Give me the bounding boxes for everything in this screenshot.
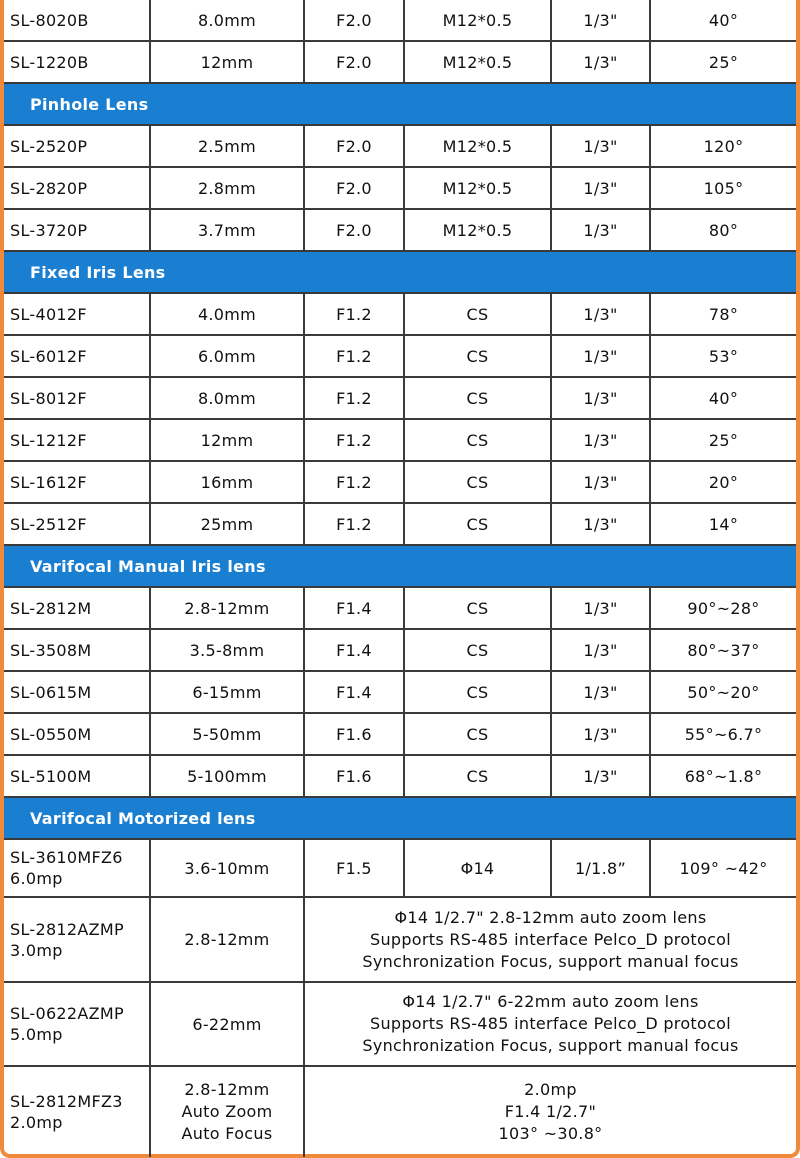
aperture-cell: F2.0 (305, 0, 405, 40)
focal-length-cell: 6-15mm (151, 672, 305, 712)
format-cell: 1/3" (552, 714, 651, 754)
model-cell (4, 840, 151, 896)
mount-cell: CS (405, 630, 552, 670)
format-cell: 1/3" (552, 672, 651, 712)
mount-cell: Φ14 (405, 840, 552, 896)
model-cell: SL-0550M (4, 714, 151, 754)
description-cell (305, 1067, 796, 1157)
focal-length-cell: 3.5-8mm (151, 630, 305, 670)
table-row (4, 504, 796, 546)
format-cell: 1/3" (552, 378, 651, 418)
description-line: Supports RS-485 interface Pelco_D protocol (369, 1014, 731, 1033)
focal-length-cell (151, 1067, 305, 1157)
model-resolution: 3.0mp (10, 940, 63, 960)
model-cell: SL-3508M (4, 630, 151, 670)
table-row (4, 756, 796, 798)
angle-cell: 50°~20° (687, 682, 760, 702)
model-cell: SL-1212F (4, 420, 151, 460)
table-row (4, 898, 796, 983)
table-row (4, 294, 796, 336)
aperture-cell: F1.6 (305, 714, 405, 754)
mount-cell: M12*0.5 (405, 42, 552, 82)
focal-length-cell: 16mm (151, 462, 305, 502)
model-cell: SL-2520P (4, 126, 151, 166)
format-cell: 1/1.8” (552, 840, 651, 896)
model-cell: SL-2812M (4, 588, 151, 628)
format-cell: 1/3" (552, 420, 651, 460)
table-row (4, 672, 796, 714)
section-header-fixed-iris: Fixed Iris Lens (4, 252, 796, 294)
focal-length-cell: 12mm (151, 420, 305, 460)
model-name: SL-2812MFZ3 (10, 1092, 123, 1111)
angle-cell: 20° (708, 472, 739, 492)
focal-length-cell: 3.7mm (151, 210, 305, 250)
model-cell: SL-2512F (4, 504, 151, 544)
model-cell (4, 898, 151, 981)
format-cell: 1/3" (552, 756, 651, 796)
focal-length-cell: 5-50mm (151, 714, 305, 754)
description-line: Φ14 1/2.7" 6-22mm auto zoom lens (402, 992, 699, 1011)
model-name: SL-3610MFZ6 (10, 848, 123, 867)
focal-length-cell: 8.0mm (151, 0, 305, 40)
angle-cell: 68°~1.8° (684, 766, 763, 786)
focal-length-line: 2.8-12mm (184, 1080, 270, 1099)
description-cell (305, 898, 796, 981)
angle-cell: 40° (708, 388, 739, 408)
description-line: Synchronization Focus, support manual focus (362, 951, 739, 971)
angle-cell: 105° (703, 178, 744, 198)
format-cell: 1/3" (552, 588, 651, 628)
focal-length-cell: 3.6-10mm (151, 840, 305, 896)
table-row (4, 336, 796, 378)
format-cell: 1/3" (552, 42, 651, 82)
angle-cell: 109° ~42° (679, 858, 768, 878)
angle-cell: 25° (708, 52, 739, 72)
description-cell (305, 983, 796, 1065)
angle-cell: 55°~6.7° (684, 724, 763, 744)
angle-cell: 14° (708, 514, 739, 534)
aperture-cell: F1.2 (305, 294, 405, 334)
model-cell: SL-8020B (4, 0, 151, 40)
focal-length-cell: 2.8-12mm (151, 588, 305, 628)
focal-length-cell: 4.0mm (151, 294, 305, 334)
mount-cell: M12*0.5 (405, 126, 552, 166)
mount-cell: CS (405, 462, 552, 502)
table-row (4, 983, 796, 1067)
model-cell: SL-3720P (4, 210, 151, 250)
aperture-cell: F1.2 (305, 462, 405, 502)
mount-cell: M12*0.5 (405, 168, 552, 208)
focal-length-cell: 2.8-12mm (151, 898, 305, 981)
aperture-cell: F1.4 (305, 588, 405, 628)
mount-cell: CS (405, 420, 552, 460)
model-cell: SL-2820P (4, 168, 151, 208)
angle-cell: 120° (703, 136, 744, 156)
mount-cell: CS (405, 336, 552, 376)
aperture-cell: F1.4 (305, 672, 405, 712)
focal-length-cell: 8.0mm (151, 378, 305, 418)
focal-length-cell: 2.5mm (151, 126, 305, 166)
model-name: SL-0622AZMP (10, 1004, 124, 1023)
model-resolution: 6.0mp (10, 869, 63, 888)
focal-length-cell: 12mm (151, 42, 305, 82)
description-line: 103° ~30.8° (498, 1124, 603, 1143)
description-line: Φ14 1/2.7" 2.8-12mm auto zoom lens (394, 907, 707, 927)
focal-length-cell: 5-100mm (151, 756, 305, 796)
aperture-cell: F2.0 (305, 168, 405, 208)
mount-cell: CS (405, 588, 552, 628)
mount-cell: M12*0.5 (405, 210, 552, 250)
table-row (4, 840, 796, 898)
model-cell: SL-6012F (4, 336, 151, 376)
aperture-cell: F2.0 (305, 126, 405, 166)
table-row (4, 420, 796, 462)
model-cell: SL-5100M (4, 756, 151, 796)
model-cell: SL-0615M (4, 672, 151, 712)
model-cell: SL-4012F (4, 294, 151, 334)
focal-length-cell: 2.8mm (151, 168, 305, 208)
model-resolution: 5.0mp (10, 1025, 63, 1044)
model-cell (4, 983, 151, 1065)
model-name: SL-2812AZMP (10, 919, 124, 939)
angle-cell: 78° (708, 304, 739, 324)
table-row (4, 0, 796, 42)
model-resolution: 2.0mp (10, 1113, 63, 1132)
aperture-cell: F1.4 (305, 630, 405, 670)
description-line: Synchronization Focus, support manual focus (362, 1036, 739, 1055)
angle-cell: 80°~37° (687, 640, 760, 660)
focal-length-line: Auto Focus (181, 1124, 273, 1143)
section-header-varifocal-motorized: Varifocal Motorized lens (4, 798, 796, 840)
mount-cell: CS (405, 378, 552, 418)
format-cell: 1/3" (552, 168, 651, 208)
description-line: Supports RS-485 interface Pelco_D protocol (369, 929, 731, 949)
aperture-cell: F2.0 (305, 210, 405, 250)
aperture-cell: F1.2 (305, 336, 405, 376)
aperture-cell: F1.2 (305, 420, 405, 460)
table-row (4, 42, 796, 84)
format-cell: 1/3" (552, 462, 651, 502)
mount-cell: CS (405, 672, 552, 712)
table-row (4, 630, 796, 672)
angle-cell: 53° (708, 346, 739, 366)
table-row (4, 168, 796, 210)
format-cell: 1/3" (552, 630, 651, 670)
mount-cell: M12*0.5 (405, 0, 552, 40)
mount-cell: CS (405, 294, 552, 334)
lens-spec-table (4, 0, 796, 1157)
focal-length-cell: 6-22mm (151, 983, 305, 1065)
format-cell: 1/3" (552, 0, 651, 40)
format-cell: 1/3" (552, 504, 651, 544)
table-row (4, 462, 796, 504)
model-cell (4, 1067, 151, 1157)
mount-cell: CS (405, 756, 552, 796)
section-header-varifocal-manual: Varifocal Manual Iris lens (4, 546, 796, 588)
aperture-cell: F1.2 (305, 378, 405, 418)
format-cell: 1/3" (552, 210, 651, 250)
focal-length-cell: 6.0mm (151, 336, 305, 376)
mount-cell: CS (405, 714, 552, 754)
model-cell: SL-1612F (4, 462, 151, 502)
description-line: 2.0mp (524, 1080, 577, 1099)
aperture-cell: F2.0 (305, 42, 405, 82)
angle-cell: 40° (708, 10, 739, 30)
format-cell: 1/3" (552, 126, 651, 166)
table-row (4, 126, 796, 168)
angle-cell: 90°~28° (687, 598, 760, 618)
table-row (4, 1067, 796, 1157)
table-row (4, 378, 796, 420)
model-cell: SL-8012F (4, 378, 151, 418)
format-cell: 1/3" (552, 294, 651, 334)
aperture-cell: F1.2 (305, 504, 405, 544)
table-row (4, 714, 796, 756)
section-header-pinhole: Pinhole Lens (4, 84, 796, 126)
focal-length-line: Auto Zoom (181, 1102, 273, 1121)
angle-cell: 25° (708, 430, 739, 450)
focal-length-cell: 25mm (151, 504, 305, 544)
format-cell: 1/3" (552, 336, 651, 376)
model-cell: SL-1220B (4, 42, 151, 82)
aperture-cell: F1.5 (305, 840, 405, 896)
angle-cell: 80° (708, 220, 739, 240)
table-row (4, 210, 796, 252)
mount-cell: CS (405, 504, 552, 544)
description-line: F1.4 1/2.7" (504, 1102, 597, 1121)
table-row (4, 588, 796, 630)
aperture-cell: F1.6 (305, 756, 405, 796)
